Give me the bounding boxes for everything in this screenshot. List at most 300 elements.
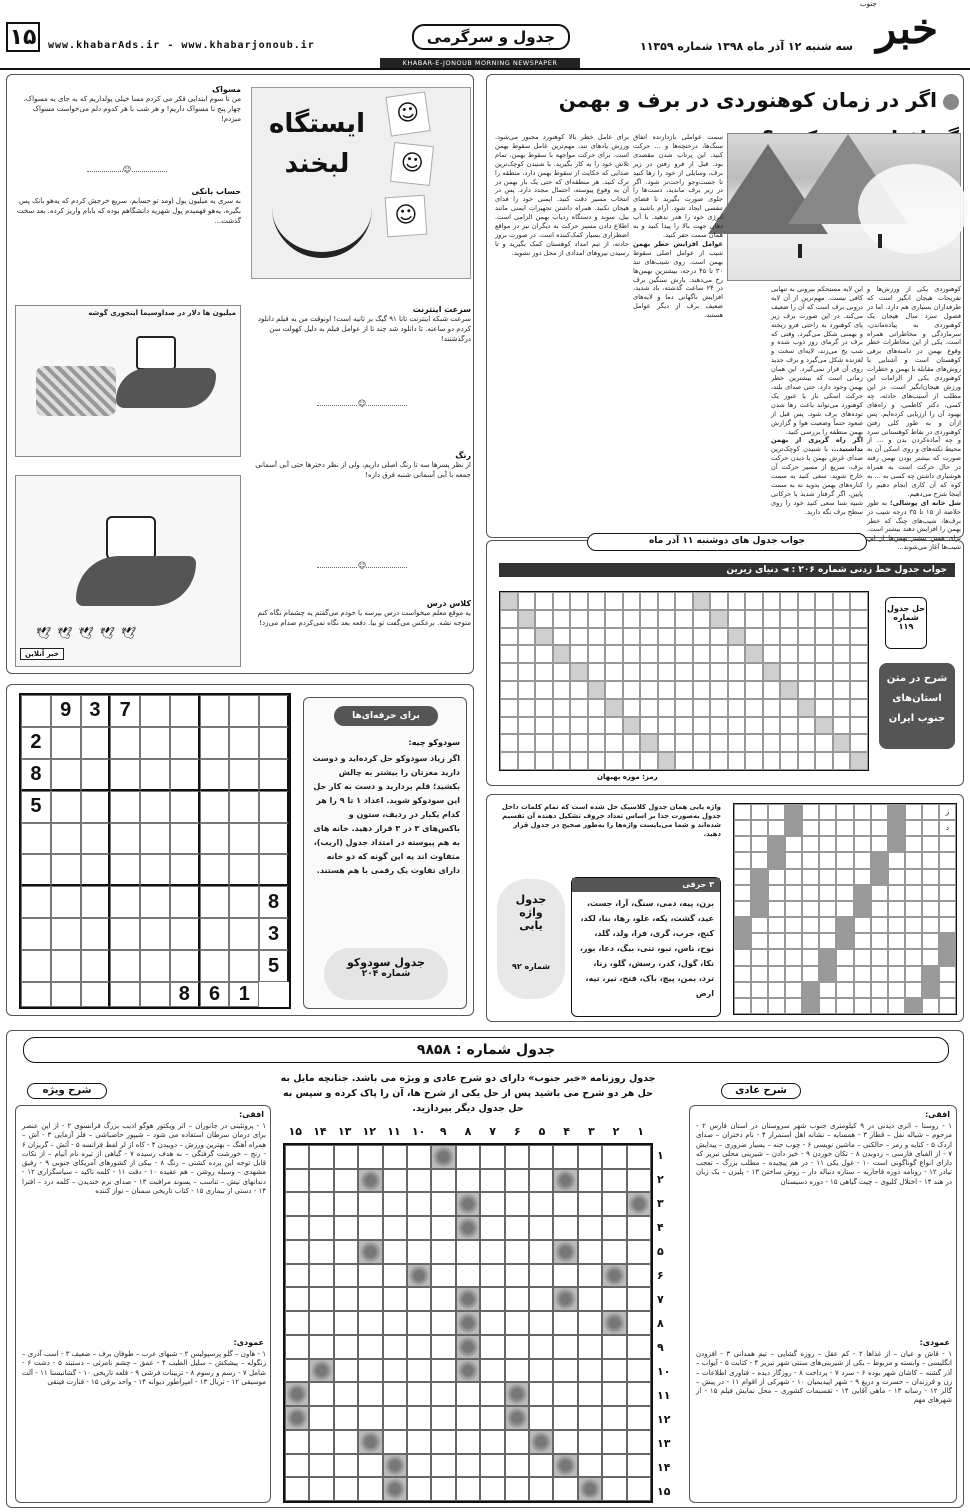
crossword-cell[interactable] bbox=[407, 1382, 431, 1406]
crossword-cell[interactable] bbox=[602, 1287, 626, 1311]
word-cell[interactable] bbox=[802, 804, 819, 820]
crossword-cell[interactable] bbox=[480, 1406, 504, 1430]
word-cell[interactable] bbox=[888, 901, 905, 917]
crossword-cell[interactable] bbox=[383, 1430, 407, 1454]
word-cell[interactable] bbox=[836, 804, 853, 820]
sudoku-cell[interactable] bbox=[200, 823, 230, 855]
word-cell[interactable] bbox=[819, 885, 836, 901]
crossword-cell[interactable] bbox=[627, 1192, 651, 1216]
crossword-cell[interactable] bbox=[602, 1311, 626, 1335]
crossword-cell[interactable] bbox=[383, 1169, 407, 1193]
sudoku-cell[interactable]: 2 bbox=[21, 727, 51, 759]
crossword-cell[interactable] bbox=[602, 1240, 626, 1264]
word-cell[interactable] bbox=[751, 869, 768, 885]
crossword-cell[interactable] bbox=[602, 1216, 626, 1240]
crossword-cell[interactable] bbox=[602, 1359, 626, 1383]
word-cell[interactable] bbox=[768, 869, 785, 885]
word-cell[interactable] bbox=[939, 869, 956, 885]
sudoku-cell[interactable]: 6 bbox=[200, 982, 230, 1007]
crossword-cell[interactable] bbox=[602, 1406, 626, 1430]
word-cell[interactable] bbox=[888, 933, 905, 949]
word-cell[interactable] bbox=[888, 820, 905, 836]
crossword-cell[interactable] bbox=[309, 1192, 333, 1216]
crossword-cell[interactable] bbox=[578, 1359, 602, 1383]
sudoku-cell[interactable] bbox=[259, 791, 289, 823]
sudoku-cell[interactable] bbox=[51, 759, 81, 791]
word-cell[interactable] bbox=[888, 804, 905, 820]
word-cell[interactable] bbox=[905, 901, 922, 917]
word-cell[interactable] bbox=[819, 804, 836, 820]
crossword-cell[interactable] bbox=[602, 1382, 626, 1406]
crossword-cell[interactable] bbox=[529, 1192, 553, 1216]
word-cell[interactable] bbox=[751, 820, 768, 836]
word-cell[interactable] bbox=[802, 820, 819, 836]
sudoku-cell[interactable] bbox=[21, 950, 51, 982]
crossword-cell[interactable] bbox=[480, 1287, 504, 1311]
crossword-cell[interactable] bbox=[480, 1240, 504, 1264]
word-cell[interactable] bbox=[734, 852, 751, 868]
word-cell[interactable] bbox=[939, 901, 956, 917]
crossword-cell[interactable] bbox=[407, 1192, 431, 1216]
word-cell[interactable] bbox=[836, 917, 853, 933]
crossword-cell[interactable] bbox=[334, 1406, 358, 1430]
crossword-cell[interactable] bbox=[309, 1264, 333, 1288]
sudoku-cell[interactable] bbox=[51, 982, 81, 1007]
sudoku-cell[interactable] bbox=[140, 854, 170, 886]
sudoku-cell[interactable] bbox=[140, 982, 170, 1007]
crossword-cell[interactable] bbox=[285, 1406, 309, 1430]
sudoku-cell[interactable] bbox=[51, 727, 81, 759]
word-cell[interactable] bbox=[922, 852, 939, 868]
sudoku-cell[interactable] bbox=[81, 982, 111, 1007]
word-cell[interactable] bbox=[734, 966, 751, 982]
word-cell[interactable] bbox=[768, 852, 785, 868]
crossword-cell[interactable] bbox=[578, 1382, 602, 1406]
sudoku-cell[interactable] bbox=[170, 823, 200, 855]
crossword-cell[interactable] bbox=[553, 1216, 577, 1240]
crossword-cell[interactable] bbox=[602, 1477, 626, 1501]
word-cell[interactable] bbox=[888, 966, 905, 982]
word-cell[interactable] bbox=[939, 933, 956, 949]
crossword-cell[interactable] bbox=[480, 1454, 504, 1478]
crossword-cell[interactable] bbox=[456, 1477, 480, 1501]
crossword-cell[interactable] bbox=[383, 1240, 407, 1264]
crossword-cell[interactable] bbox=[505, 1335, 529, 1359]
crossword-cell[interactable] bbox=[627, 1240, 651, 1264]
crossword-cell[interactable] bbox=[529, 1311, 553, 1335]
sudoku-cell[interactable] bbox=[170, 886, 200, 918]
word-cell[interactable] bbox=[905, 869, 922, 885]
sudoku-cell[interactable]: 7 bbox=[110, 695, 140, 727]
sudoku-cell[interactable] bbox=[200, 759, 230, 791]
crossword-cell[interactable] bbox=[456, 1240, 480, 1264]
word-cell[interactable] bbox=[836, 982, 853, 998]
crossword-cell[interactable] bbox=[431, 1169, 455, 1193]
crossword-cell[interactable] bbox=[480, 1382, 504, 1406]
word-cell[interactable] bbox=[768, 804, 785, 820]
word-cell[interactable] bbox=[922, 933, 939, 949]
crossword-cell[interactable] bbox=[529, 1145, 553, 1169]
sudoku-cell[interactable] bbox=[229, 759, 259, 791]
word-cell[interactable] bbox=[734, 982, 751, 998]
word-cell[interactable] bbox=[751, 901, 768, 917]
sudoku-cell[interactable] bbox=[110, 727, 140, 759]
sudoku-cell[interactable] bbox=[200, 918, 230, 950]
sudoku-cell[interactable] bbox=[51, 950, 81, 982]
sudoku-cell[interactable] bbox=[170, 950, 200, 982]
word-cell[interactable] bbox=[939, 949, 956, 965]
word-cell[interactable] bbox=[871, 852, 888, 868]
sudoku-cell[interactable] bbox=[229, 886, 259, 918]
word-cell[interactable] bbox=[939, 836, 956, 852]
word-cell[interactable] bbox=[785, 998, 802, 1014]
word-cell[interactable] bbox=[734, 933, 751, 949]
sudoku-cell[interactable] bbox=[259, 823, 289, 855]
crossword-cell[interactable] bbox=[456, 1311, 480, 1335]
word-cell[interactable] bbox=[819, 852, 836, 868]
crossword-cell[interactable] bbox=[334, 1287, 358, 1311]
word-cell[interactable] bbox=[785, 917, 802, 933]
word-cell[interactable] bbox=[871, 804, 888, 820]
sudoku-cell[interactable] bbox=[51, 886, 81, 918]
crossword-cell[interactable] bbox=[553, 1169, 577, 1193]
crossword-cell[interactable] bbox=[578, 1477, 602, 1501]
sudoku-cell[interactable] bbox=[81, 918, 111, 950]
crossword-cell[interactable] bbox=[505, 1454, 529, 1478]
crossword-cell[interactable] bbox=[431, 1406, 455, 1430]
sudoku-cell[interactable] bbox=[200, 695, 230, 727]
crossword-cell[interactable] bbox=[358, 1145, 382, 1169]
word-cell[interactable] bbox=[905, 933, 922, 949]
word-cell[interactable] bbox=[768, 820, 785, 836]
word-cell[interactable] bbox=[922, 998, 939, 1014]
crossword-cell[interactable] bbox=[383, 1192, 407, 1216]
word-cell[interactable] bbox=[854, 966, 871, 982]
word-puzzle-grid[interactable] bbox=[733, 803, 957, 1015]
sudoku-cell[interactable] bbox=[21, 886, 51, 918]
crossword-cell[interactable] bbox=[334, 1359, 358, 1383]
sudoku-cell[interactable] bbox=[110, 854, 140, 886]
crossword-cell[interactable] bbox=[309, 1406, 333, 1430]
crossword-cell[interactable] bbox=[431, 1240, 455, 1264]
crossword-cell[interactable] bbox=[553, 1192, 577, 1216]
sudoku-cell[interactable] bbox=[259, 727, 289, 759]
crossword-cell[interactable] bbox=[602, 1430, 626, 1454]
crossword-cell[interactable] bbox=[407, 1311, 431, 1335]
word-cell[interactable] bbox=[939, 885, 956, 901]
crossword-cell[interactable] bbox=[480, 1264, 504, 1288]
sudoku-cell[interactable]: 8 bbox=[170, 982, 200, 1007]
crossword-cell[interactable] bbox=[334, 1454, 358, 1478]
crossword-cell[interactable] bbox=[529, 1430, 553, 1454]
crossword-cell[interactable] bbox=[431, 1430, 455, 1454]
crossword-cell[interactable] bbox=[358, 1406, 382, 1430]
sudoku-cell[interactable] bbox=[81, 886, 111, 918]
word-cell[interactable] bbox=[854, 836, 871, 852]
word-cell[interactable] bbox=[871, 949, 888, 965]
word-cell[interactable] bbox=[888, 982, 905, 998]
word-cell[interactable] bbox=[871, 998, 888, 1014]
word-cell[interactable] bbox=[785, 836, 802, 852]
word-cell[interactable] bbox=[922, 885, 939, 901]
word-cell[interactable] bbox=[734, 885, 751, 901]
crossword-cell[interactable] bbox=[627, 1477, 651, 1501]
crossword-cell[interactable] bbox=[358, 1287, 382, 1311]
sudoku-cell[interactable] bbox=[21, 854, 51, 886]
crossword-cell[interactable] bbox=[334, 1216, 358, 1240]
word-cell[interactable] bbox=[836, 869, 853, 885]
crossword-cell[interactable] bbox=[627, 1287, 651, 1311]
crossword-cell[interactable] bbox=[285, 1335, 309, 1359]
word-cell[interactable] bbox=[802, 885, 819, 901]
word-cell[interactable] bbox=[819, 998, 836, 1014]
crossword-cell[interactable] bbox=[358, 1359, 382, 1383]
word-cell[interactable] bbox=[905, 820, 922, 836]
word-cell[interactable] bbox=[871, 869, 888, 885]
word-cell[interactable] bbox=[785, 820, 802, 836]
sudoku-cell[interactable] bbox=[259, 759, 289, 791]
sudoku-cell[interactable] bbox=[140, 791, 170, 823]
crossword-cell[interactable] bbox=[358, 1335, 382, 1359]
crossword-cell[interactable] bbox=[285, 1430, 309, 1454]
word-cell[interactable] bbox=[836, 885, 853, 901]
crossword-cell[interactable] bbox=[480, 1359, 504, 1383]
sudoku-cell[interactable] bbox=[229, 823, 259, 855]
crossword-cell[interactable] bbox=[456, 1430, 480, 1454]
word-cell[interactable] bbox=[751, 804, 768, 820]
crossword-cell[interactable] bbox=[456, 1335, 480, 1359]
word-cell[interactable] bbox=[768, 998, 785, 1014]
word-cell[interactable] bbox=[768, 982, 785, 998]
word-cell[interactable] bbox=[734, 820, 751, 836]
crossword-cell[interactable] bbox=[407, 1240, 431, 1264]
crossword-cell[interactable] bbox=[407, 1216, 431, 1240]
crossword-cell[interactable] bbox=[602, 1335, 626, 1359]
sudoku-cell[interactable] bbox=[259, 695, 289, 727]
word-cell[interactable] bbox=[819, 949, 836, 965]
crossword-cell[interactable] bbox=[431, 1192, 455, 1216]
sudoku-cell[interactable] bbox=[81, 727, 111, 759]
crossword-cell[interactable] bbox=[553, 1382, 577, 1406]
word-cell[interactable] bbox=[939, 917, 956, 933]
crossword-cell[interactable] bbox=[505, 1430, 529, 1454]
word-cell[interactable] bbox=[751, 852, 768, 868]
sudoku-grid[interactable] bbox=[19, 693, 291, 1009]
crossword-cell[interactable] bbox=[358, 1240, 382, 1264]
crossword-cell[interactable] bbox=[505, 1216, 529, 1240]
crossword-cell[interactable] bbox=[456, 1192, 480, 1216]
crossword-cell[interactable] bbox=[627, 1382, 651, 1406]
crossword-cell[interactable] bbox=[309, 1169, 333, 1193]
crossword-cell[interactable] bbox=[383, 1145, 407, 1169]
word-cell[interactable] bbox=[819, 901, 836, 917]
word-cell[interactable] bbox=[768, 917, 785, 933]
sudoku-cell[interactable] bbox=[170, 854, 200, 886]
word-cell[interactable] bbox=[785, 869, 802, 885]
sudoku-cell[interactable] bbox=[140, 950, 170, 982]
sudoku-cell[interactable] bbox=[170, 695, 200, 727]
crossword-cell[interactable] bbox=[627, 1359, 651, 1383]
crossword-cell[interactable] bbox=[553, 1406, 577, 1430]
word-cell[interactable] bbox=[854, 949, 871, 965]
word-cell[interactable] bbox=[785, 885, 802, 901]
crossword-cell[interactable] bbox=[358, 1192, 382, 1216]
crossword-cell[interactable] bbox=[358, 1382, 382, 1406]
crossword-cell[interactable] bbox=[505, 1477, 529, 1501]
word-cell[interactable] bbox=[854, 917, 871, 933]
crossword-cell[interactable] bbox=[529, 1335, 553, 1359]
crossword-cell[interactable] bbox=[578, 1287, 602, 1311]
crossword-cell[interactable] bbox=[285, 1287, 309, 1311]
crossword-cell[interactable] bbox=[309, 1454, 333, 1478]
crossword-cell[interactable] bbox=[334, 1311, 358, 1335]
crossword-cell[interactable] bbox=[334, 1264, 358, 1288]
crossword-cell[interactable] bbox=[578, 1454, 602, 1478]
sudoku-cell[interactable] bbox=[200, 950, 230, 982]
crossword-cell[interactable] bbox=[309, 1430, 333, 1454]
word-cell[interactable] bbox=[871, 901, 888, 917]
word-cell[interactable] bbox=[905, 982, 922, 998]
sudoku-cell[interactable] bbox=[110, 950, 140, 982]
sudoku-cell[interactable] bbox=[140, 759, 170, 791]
word-cell[interactable] bbox=[802, 966, 819, 982]
crossword-cell[interactable] bbox=[578, 1216, 602, 1240]
crossword-cell[interactable] bbox=[553, 1145, 577, 1169]
word-cell[interactable] bbox=[751, 917, 768, 933]
sudoku-cell[interactable] bbox=[170, 918, 200, 950]
sudoku-cell[interactable] bbox=[259, 854, 289, 886]
crossword-cell[interactable] bbox=[383, 1311, 407, 1335]
word-cell[interactable] bbox=[751, 966, 768, 982]
word-cell[interactable] bbox=[922, 901, 939, 917]
word-cell[interactable] bbox=[751, 885, 768, 901]
word-cell[interactable] bbox=[922, 966, 939, 982]
word-cell[interactable] bbox=[768, 933, 785, 949]
crossword-cell[interactable] bbox=[334, 1335, 358, 1359]
crossword-cell[interactable] bbox=[309, 1311, 333, 1335]
crossword-cell[interactable] bbox=[456, 1406, 480, 1430]
crossword-cell[interactable] bbox=[553, 1311, 577, 1335]
crossword-cell[interactable] bbox=[309, 1145, 333, 1169]
word-cell[interactable] bbox=[785, 901, 802, 917]
word-cell[interactable] bbox=[836, 852, 853, 868]
crossword-cell[interactable] bbox=[383, 1359, 407, 1383]
crossword-cell[interactable] bbox=[529, 1240, 553, 1264]
sudoku-cell[interactable] bbox=[21, 918, 51, 950]
crossword-cell[interactable] bbox=[602, 1264, 626, 1288]
word-cell[interactable] bbox=[854, 933, 871, 949]
crossword-cell[interactable] bbox=[529, 1216, 553, 1240]
word-cell[interactable] bbox=[802, 998, 819, 1014]
crossword-grid[interactable] bbox=[283, 1143, 653, 1503]
crossword-cell[interactable] bbox=[578, 1192, 602, 1216]
sudoku-cell[interactable] bbox=[200, 854, 230, 886]
sudoku-cell[interactable] bbox=[51, 854, 81, 886]
crossword-cell[interactable] bbox=[285, 1454, 309, 1478]
sudoku-cell[interactable] bbox=[110, 886, 140, 918]
word-cell[interactable] bbox=[939, 998, 956, 1014]
word-cell[interactable] bbox=[734, 836, 751, 852]
word-cell[interactable] bbox=[751, 933, 768, 949]
crossword-cell[interactable] bbox=[627, 1264, 651, 1288]
word-cell[interactable] bbox=[905, 885, 922, 901]
crossword-cell[interactable] bbox=[431, 1359, 455, 1383]
word-cell[interactable] bbox=[819, 869, 836, 885]
crossword-cell[interactable] bbox=[505, 1406, 529, 1430]
word-cell[interactable] bbox=[888, 836, 905, 852]
crossword-cell[interactable] bbox=[480, 1335, 504, 1359]
crossword-cell[interactable] bbox=[309, 1216, 333, 1240]
crossword-cell[interactable] bbox=[602, 1169, 626, 1193]
crossword-cell[interactable] bbox=[383, 1287, 407, 1311]
crossword-cell[interactable] bbox=[358, 1169, 382, 1193]
word-cell[interactable] bbox=[802, 901, 819, 917]
crossword-cell[interactable] bbox=[627, 1145, 651, 1169]
crossword-cell[interactable] bbox=[383, 1406, 407, 1430]
sudoku-cell[interactable] bbox=[21, 982, 51, 1007]
word-cell[interactable] bbox=[802, 949, 819, 965]
sudoku-cell[interactable] bbox=[110, 918, 140, 950]
crossword-cell[interactable] bbox=[285, 1192, 309, 1216]
crossword-cell[interactable] bbox=[553, 1454, 577, 1478]
word-cell[interactable] bbox=[922, 804, 939, 820]
crossword-cell[interactable] bbox=[529, 1477, 553, 1501]
crossword-cell[interactable] bbox=[578, 1406, 602, 1430]
word-cell[interactable] bbox=[734, 998, 751, 1014]
word-cell[interactable] bbox=[768, 836, 785, 852]
word-cell[interactable] bbox=[888, 852, 905, 868]
word-cell[interactable] bbox=[922, 949, 939, 965]
sudoku-cell[interactable] bbox=[51, 823, 81, 855]
word-cell[interactable]: ز bbox=[939, 804, 956, 820]
crossword-cell[interactable] bbox=[529, 1382, 553, 1406]
crossword-cell[interactable] bbox=[627, 1169, 651, 1193]
crossword-cell[interactable] bbox=[407, 1477, 431, 1501]
crossword-cell[interactable] bbox=[480, 1430, 504, 1454]
crossword-cell[interactable] bbox=[627, 1216, 651, 1240]
crossword-cell[interactable] bbox=[383, 1216, 407, 1240]
sudoku-cell[interactable] bbox=[21, 695, 51, 727]
word-cell[interactable] bbox=[922, 869, 939, 885]
sudoku-cell[interactable] bbox=[21, 823, 51, 855]
word-cell[interactable] bbox=[939, 966, 956, 982]
word-cell[interactable] bbox=[922, 836, 939, 852]
sudoku-cell[interactable] bbox=[200, 886, 230, 918]
word-cell[interactable] bbox=[819, 966, 836, 982]
word-cell[interactable] bbox=[785, 852, 802, 868]
sudoku-cell[interactable] bbox=[81, 759, 111, 791]
crossword-cell[interactable] bbox=[431, 1477, 455, 1501]
crossword-cell[interactable] bbox=[578, 1240, 602, 1264]
sudoku-cell[interactable] bbox=[140, 823, 170, 855]
crossword-cell[interactable] bbox=[578, 1335, 602, 1359]
crossword-cell[interactable] bbox=[505, 1382, 529, 1406]
crossword-cell[interactable] bbox=[358, 1311, 382, 1335]
sudoku-cell[interactable] bbox=[229, 727, 259, 759]
crossword-cell[interactable] bbox=[480, 1192, 504, 1216]
sudoku-cell[interactable] bbox=[140, 886, 170, 918]
word-cell[interactable] bbox=[836, 901, 853, 917]
crossword-cell[interactable] bbox=[602, 1192, 626, 1216]
word-cell[interactable] bbox=[734, 869, 751, 885]
word-cell[interactable] bbox=[905, 804, 922, 820]
word-cell[interactable] bbox=[905, 949, 922, 965]
crossword-cell[interactable] bbox=[529, 1454, 553, 1478]
sudoku-cell[interactable] bbox=[110, 982, 140, 1007]
site-urls[interactable]: www.khabarAds.ir - www.khabarjonoub.ir bbox=[48, 40, 315, 51]
sudoku-cell[interactable] bbox=[140, 918, 170, 950]
sudoku-cell[interactable] bbox=[229, 950, 259, 982]
